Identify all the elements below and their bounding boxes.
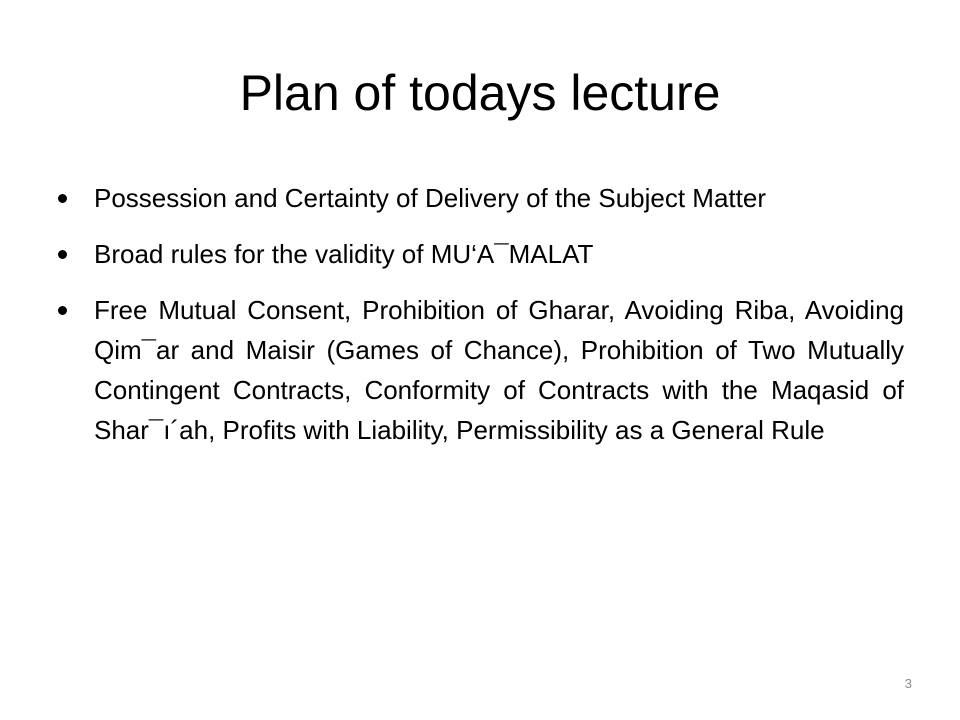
bullet-dot-icon [58, 194, 67, 203]
page-number: 3 [904, 676, 912, 691]
bullet-dot-icon [58, 306, 67, 315]
bullet-item [58, 178, 904, 218]
bullet-text: Possession and Certainty of Delivery of the Subject Matter [94, 183, 766, 213]
bullet-dot-icon [58, 250, 67, 259]
bullet-text: Broad rules for the validity of MU‘A¯MALAT [94, 239, 594, 269]
slide-title: Plan of todays lecture [239, 65, 721, 121]
bullet-item [58, 234, 904, 274]
bullet-item [58, 290, 904, 450]
bullet-text: Free Mutual Consent, Prohibition of Gharar, Avoiding Riba, Avoiding Qim¯ar and Maisir (Games of Chance), Prohibition of Two Mutually Contingent Contracts, Conformity of Contracts with the Maqasid of Shar¯ı´ah, Profits with Liability, Permissibility as a General Rule [94, 295, 904, 445]
bullet-list [58, 178, 904, 466]
